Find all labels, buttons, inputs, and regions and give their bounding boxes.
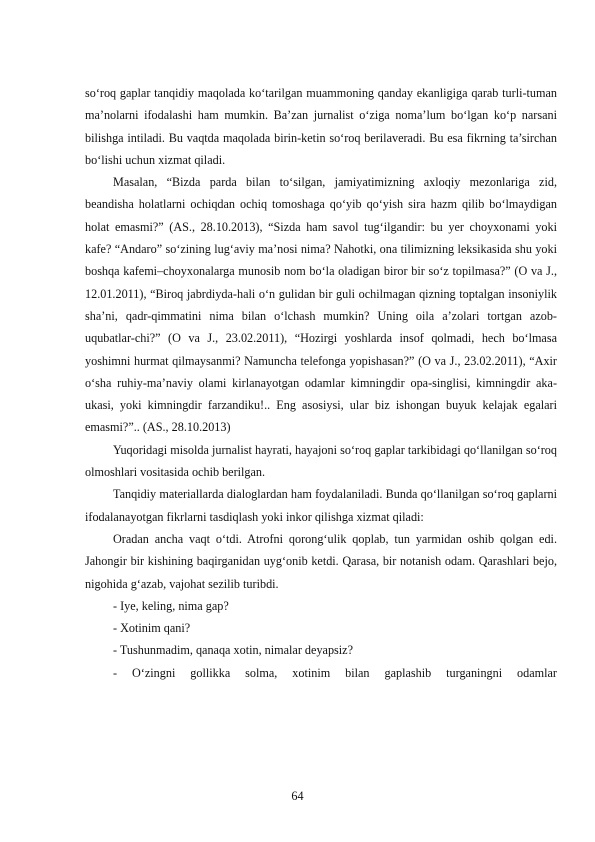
- paragraph-dialog-intro: Tanqidiy materiallarda dialoglardan ham foydalaniladi. Bunda qo‘llanilgan so‘roq gaplarni ifodalanayotgan fikrlarni tasdiqlash yoki inkor qilishga xizmat qiladi:: [85, 487, 557, 524]
- document-body: [85, 82, 557, 684]
- dialog-line: - Iye, keling, nima gap?: [113, 598, 229, 613]
- paragraph-examples: Masalan, “Bizda parda bilan to‘silgan, jamiyatimizning axloqiy mezonlariga zid, beandisha holatlarni ochiqdan ochiq tomoshaga qo‘yib qo‘yish sira hazm qilib bo‘lmaydigan holat emasmi?” (AS., 28.10.2013), “Sizda ham savol tug‘ilgandir: bu yer choyxonami yoki kafe? “Andaro” so‘zining lug‘aviy ma’nosi nima? Nahotki, ona tilimizning leksikasida shu yoki boshqa kafemi–choyxonalarga munosib nom bo‘la oladigan biror bir so‘z topilmasa?” (O va J., 12.01.2011), “Biroq jabrdiyda-hali o‘n gulidan bir guli ochilmagan qizning toptalgan insoniylik sha’ni, qadr-qimmatini nima bilan o‘lchash mumkin? Uning oila a’zolari tortgan azob-uqubatlar-chi?” (O va J., 23.02.2011), “Hozirgi yoshlarda insof qolmadi, hech bo‘lmasa yoshimni hurmat qilmaysanmi? Namuncha telefonga yopishasan?” (O va J., 23.02.2011), “Axir o‘sha ruhiy-ma’naviy olami kirlanayotgan odamlar kimningdir opa-singlisi, kimningdir aka-ukasi, yoki kimningdir farzandiku!.. Eng asosiysi, ular biz ishongan buyuk kelajak egalari emasmi?”.. (AS., 28.10.2013): [85, 175, 557, 435]
- paragraph-continuation: so‘roq gaplar tanqidiy maqolada ko‘tarilgan muammoning qanday ekanligiga qarab turli-tuman ma’nolarni ifodalashi ham mumkin. Ba’zan jurnalist o‘ziga noma’lum bo‘lgan ko‘p narsani bilishga intiladi. Bu vaqtda maqolada birin-ketin so‘roq berilaveradi. Bu esa fikrning ta’sirchan bo‘lishi uchun xizmat qiladi.: [85, 86, 557, 167]
- paragraph-commentary: Yuqoridagi misolda jurnalist hayrati, hayajoni so‘roq gaplar tarkibidagi qo‘llanilgan so‘roq olmoshlari vositasida ochib berilgan.: [85, 442, 557, 480]
- dialog-line: - Xotinim qani?: [113, 621, 191, 636]
- dialog-line: - O‘zingni gollikka solma, xotinim bilan gaplashib turganingni odamlar: [113, 665, 557, 680]
- dialog-line: - Tushunmadim, qanaqa xotin, nimalar deyapsiz?: [113, 643, 353, 658]
- paragraph-narrative: Oradan ancha vaqt o‘tdi. Atrofni qorong‘ulik qoplab, tun yarmidan oshib qolgan edi. Jahongir bir kishining baqirganidan uyg‘onib ketdi. Qarasa, bir notanish odam. Qarashlari bejo, nigohida g‘azab, vajohat sezilib turibdi.: [85, 531, 557, 591]
- page-number: 64: [291, 789, 304, 803]
